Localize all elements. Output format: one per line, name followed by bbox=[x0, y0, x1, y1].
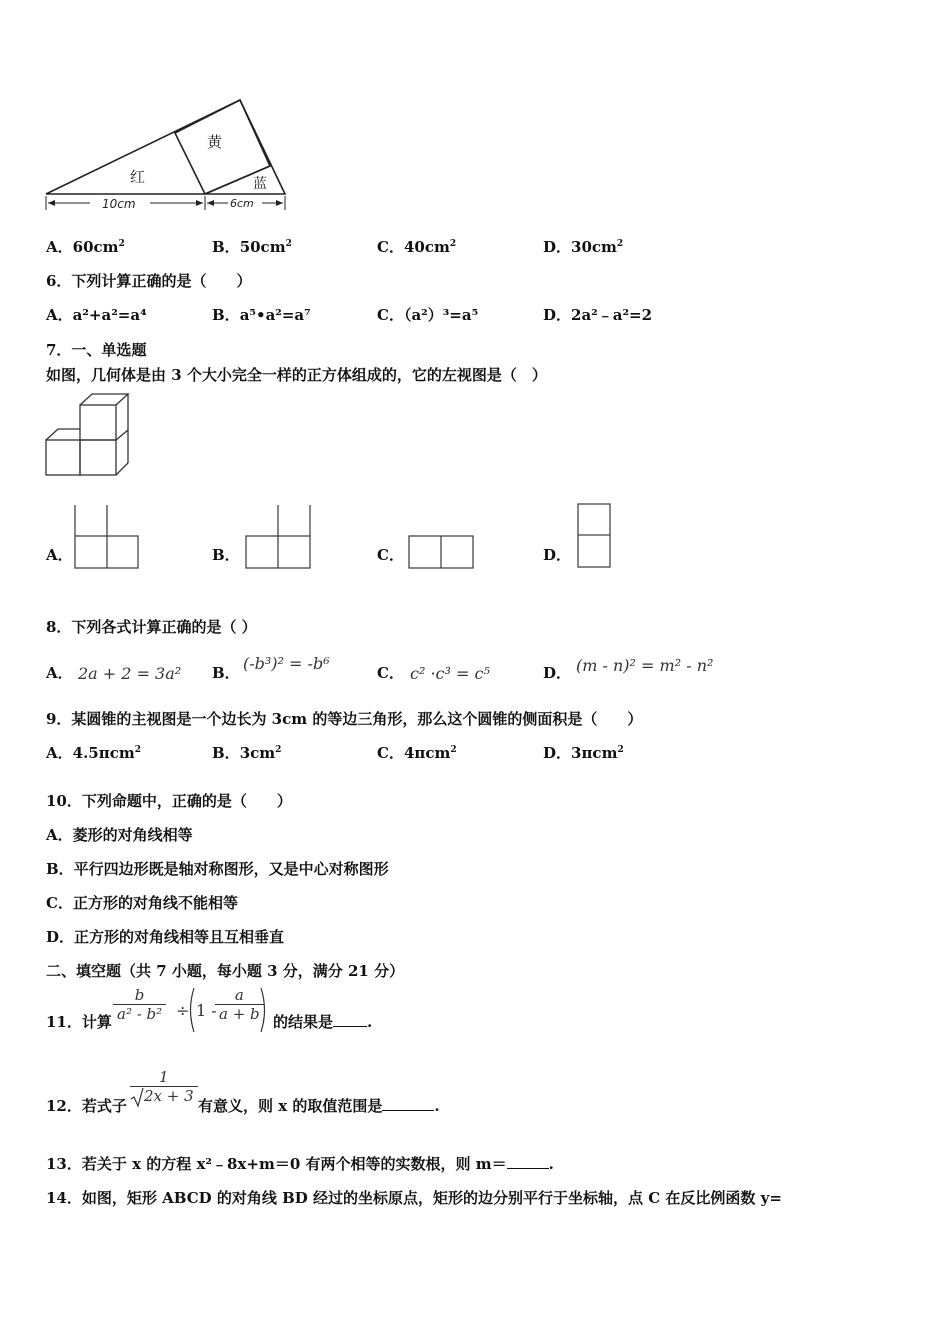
q11-frac2-den: a + b bbox=[215, 1004, 264, 1023]
q11-divide: ÷ bbox=[176, 1001, 190, 1020]
q7-option-c-figure[interactable] bbox=[406, 533, 478, 571]
q7-option-a[interactable]: A． bbox=[46, 546, 73, 564]
q11-fraction-2 bbox=[215, 986, 264, 1023]
option-text: a⁵•a²=a⁷ bbox=[239, 306, 311, 324]
q8-option-c[interactable] bbox=[377, 662, 404, 683]
q8-stem: 8．下列各式计算正确的是（ ） bbox=[46, 618, 257, 636]
q11-answer-blank[interactable] bbox=[333, 1012, 367, 1027]
q12-suffix-text: 有意义，则 x 的取值范围是 bbox=[198, 1097, 383, 1115]
q5-option-c[interactable] bbox=[377, 236, 456, 257]
q12-den bbox=[130, 1086, 198, 1105]
dim-right: 6cm bbox=[230, 197, 254, 210]
q12-fraction bbox=[130, 1068, 198, 1105]
q7-option-d-figure[interactable] bbox=[575, 501, 615, 571]
option-sup: 2 bbox=[134, 745, 141, 755]
q7-heading: 7．一、单选题 bbox=[46, 341, 147, 359]
q8-option-a-expr: 2a + 2 = 3a² bbox=[78, 664, 182, 683]
option-text: a²+a²=a⁴ bbox=[72, 306, 147, 324]
q5-option-d[interactable] bbox=[543, 236, 623, 257]
option-sup: 2 bbox=[285, 239, 292, 249]
option-sup: 2 bbox=[617, 745, 624, 755]
option-text: 3πcm bbox=[571, 744, 618, 762]
option-text: （a²）³=a⁵ bbox=[403, 306, 479, 324]
option-sup: 2 bbox=[275, 745, 282, 755]
q11-frac1-den: a² - b² bbox=[113, 1004, 166, 1023]
q8-option-c-expr: c² ·c³ = c⁵ bbox=[410, 664, 490, 683]
option-letter: D． bbox=[543, 664, 572, 682]
option-text: 30cm bbox=[571, 238, 617, 256]
option-letter: D． bbox=[543, 306, 572, 324]
q11-prefix: 11．计算 bbox=[46, 1013, 112, 1031]
option-letter: A． bbox=[46, 744, 73, 762]
option-text: 2a²﹣a²=2 bbox=[571, 306, 653, 324]
option-letter: C． bbox=[377, 306, 404, 324]
q9-option-c[interactable] bbox=[377, 742, 457, 763]
q12-suffix: 有意义，则 x 的取值范围是 . bbox=[198, 1097, 440, 1115]
section2-heading: 二、填空题（共 7 小题，每小题 3 分，满分 21 分） bbox=[46, 962, 405, 980]
q10-stem: 10．下列命题中，正确的是（ ） bbox=[46, 792, 292, 810]
q9-stem: 9．某圆锥的主视图是一个边长为 3cm 的等边三角形，那么这个圆锥的侧面积是（ ） bbox=[46, 710, 643, 728]
option-sup: 2 bbox=[616, 239, 624, 249]
label-blue: 蓝 bbox=[253, 176, 267, 192]
q8-option-d-expr: (m - n)² = m² - n² bbox=[576, 656, 714, 675]
option-text: 3cm bbox=[239, 744, 276, 762]
q11-suffix-text: 的结果是 bbox=[273, 1013, 334, 1031]
q11-frac1-num: b bbox=[134, 986, 145, 1004]
q6-option-b[interactable] bbox=[212, 304, 311, 325]
option-letter: D． bbox=[543, 744, 572, 762]
option-text: 40cm bbox=[403, 238, 450, 256]
option-letter: B． bbox=[212, 744, 240, 762]
q7-option-b[interactable]: B． bbox=[212, 546, 240, 564]
q13-text: 13．若关于 x 的方程 x²﹣8x+m＝0 有两个相等的实数根，则 m＝ bbox=[46, 1155, 507, 1173]
q14-text: 14．如图，矩形 ABCD 的对角线 BD 经过的坐标原点，矩形的边分别平行于坐标轴，点 C 在反比例函数 y= bbox=[46, 1189, 782, 1207]
option-sup: 2 bbox=[118, 239, 125, 249]
sqrt-icon bbox=[130, 1088, 144, 1108]
q6-option-c[interactable] bbox=[377, 304, 478, 325]
q10-option-b[interactable]: B．平行四边形既是轴对称图形，又是中心对称图形 bbox=[46, 860, 389, 878]
q8-option-b[interactable] bbox=[212, 662, 240, 683]
q11-one-minus: 1 - bbox=[196, 1001, 217, 1020]
q9-option-d[interactable] bbox=[543, 742, 624, 763]
option-letter: C． bbox=[377, 238, 404, 256]
q7-option-a-figure[interactable] bbox=[72, 503, 142, 571]
q8-option-a[interactable] bbox=[46, 662, 73, 683]
option-sup: 2 bbox=[450, 745, 457, 755]
q7-solid-figure bbox=[40, 390, 140, 480]
q9-option-b[interactable] bbox=[212, 742, 281, 763]
option-text: 60cm bbox=[72, 238, 119, 256]
q7-stem: 如图，几何体是由 3 个大小完全一样的正方体组成的，它的左视图是（ ） bbox=[46, 366, 547, 384]
option-letter: A． bbox=[46, 306, 73, 324]
q9-option-a[interactable] bbox=[46, 742, 141, 763]
q12-radicand: 2x + 3 bbox=[144, 1087, 194, 1105]
option-letter: C． bbox=[377, 744, 404, 762]
big-triangle bbox=[46, 100, 285, 194]
option-text: 4.5πcm bbox=[72, 744, 135, 762]
q7-option-b-figure[interactable] bbox=[243, 503, 315, 571]
option-letter: A． bbox=[46, 664, 73, 682]
q10-option-a[interactable]: A．菱形的对角线相等 bbox=[46, 826, 193, 844]
q10-option-d[interactable]: D．正方形的对角线相等且互相垂直 bbox=[46, 928, 285, 946]
q7-option-d[interactable]: D． bbox=[543, 546, 572, 564]
option-sup: 2 bbox=[449, 239, 457, 249]
option-letter: B． bbox=[212, 306, 240, 324]
q5-figure bbox=[40, 96, 290, 214]
q11-right-paren bbox=[259, 986, 269, 1034]
q7-option-c[interactable]: C． bbox=[377, 546, 404, 564]
q6-option-d[interactable] bbox=[543, 304, 652, 325]
q13-line: 13．若关于 x 的方程 x²﹣8x+m＝0 有两个相等的实数根，则 m＝ . bbox=[46, 1155, 554, 1173]
q6-stem: 6．下列计算正确的是（ ） bbox=[46, 272, 252, 290]
dim-left: 10cm bbox=[102, 197, 136, 211]
q11-left-paren bbox=[186, 986, 196, 1034]
q8-option-b-expr: (-b³)² = -b⁶ bbox=[243, 654, 330, 673]
q10-option-c[interactable]: C．正方形的对角线不能相等 bbox=[46, 894, 238, 912]
q6-option-a[interactable] bbox=[46, 304, 147, 325]
q5-option-a[interactable] bbox=[46, 236, 125, 257]
q12-prefix: 12．若式子 bbox=[46, 1097, 127, 1115]
label-red: 红 bbox=[130, 168, 146, 186]
option-letter: D． bbox=[543, 238, 572, 256]
q8-option-d[interactable] bbox=[543, 662, 571, 683]
option-letter: A． bbox=[46, 238, 73, 256]
option-letter: C． bbox=[377, 664, 404, 682]
q11-fraction-1 bbox=[113, 986, 166, 1023]
q11-suffix: 的结果是 . bbox=[273, 1013, 373, 1031]
option-letter: B． bbox=[212, 238, 240, 256]
option-letter: B． bbox=[212, 664, 240, 682]
option-text: 4πcm bbox=[403, 744, 451, 762]
label-yellow: 黄 bbox=[207, 133, 223, 151]
q11-frac2-num: a bbox=[234, 986, 244, 1004]
q13-answer-blank[interactable] bbox=[507, 1154, 549, 1169]
q12-num: 1 bbox=[159, 1068, 169, 1086]
q12-answer-blank[interactable] bbox=[382, 1096, 434, 1111]
option-text: 50cm bbox=[239, 238, 286, 256]
q5-option-b[interactable] bbox=[212, 236, 292, 257]
